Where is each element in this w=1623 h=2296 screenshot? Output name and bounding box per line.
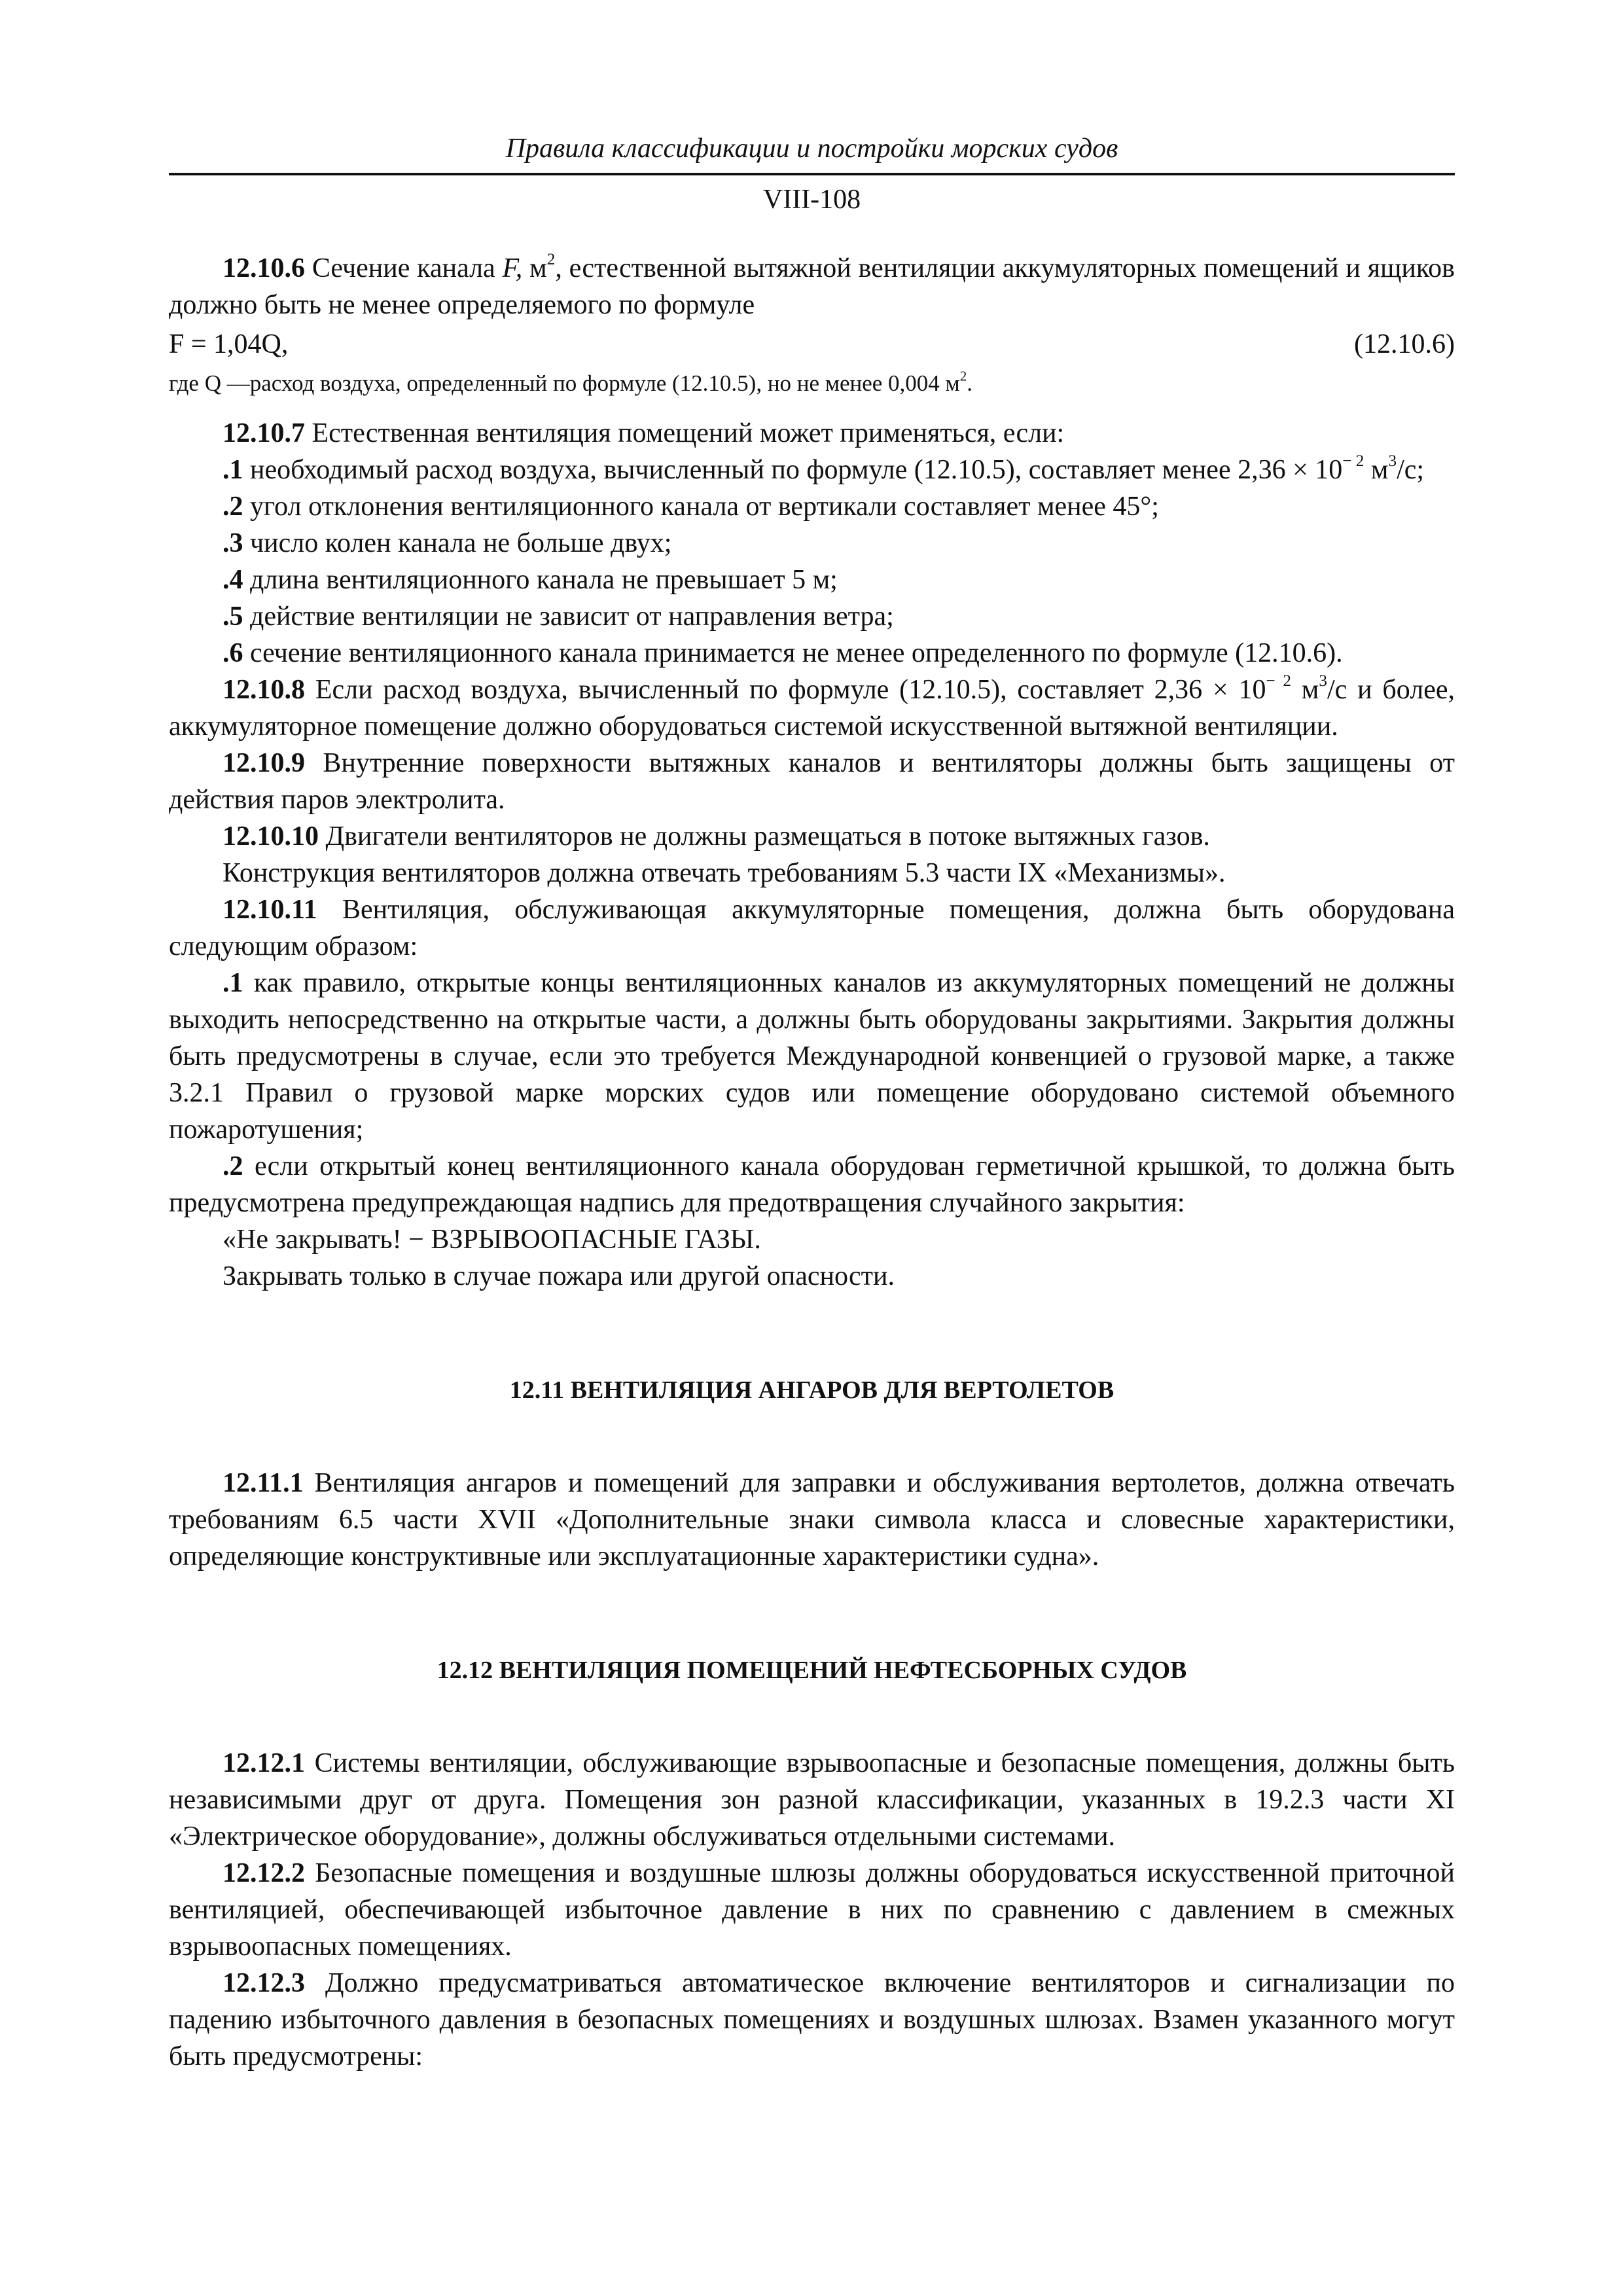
unit-text: м xyxy=(1291,675,1319,705)
paragraph-text: /с и более, аккумуляторное помещение должно оборудоваться системой искусственной вытяжной вентиляции. xyxy=(169,675,1455,742)
variable-f: F, xyxy=(502,253,523,283)
warning-text: «Не закрывать! − ВЗРЫВООПАСНЫЕ ГАЗЫ. xyxy=(223,1225,761,1255)
paragraph-text: Внутренние поверхности вытяжных каналов и вентиляторы должны быть защищены от действия паров электролита. xyxy=(169,748,1455,815)
clause-number: 12.10.9 xyxy=(223,748,305,778)
list-item xyxy=(169,562,1455,598)
paragraph-text: Безопасные помещения и воздушные шлюзы должны оборудоваться искусственной приточной вентиляцией, обеспечивающей избыточное давление в них по сравнению с давлением в смежных взрывоопасных помещениях. xyxy=(169,1858,1455,1962)
list-item xyxy=(169,1148,1455,1221)
unit-text: м xyxy=(522,253,547,283)
list-item xyxy=(169,525,1455,562)
clause-number: 12.10.10 xyxy=(223,821,319,852)
superscript: 3 xyxy=(1319,672,1327,691)
clause-number: 12.10.6 xyxy=(223,253,305,283)
paragraph-text: Если расход воздуха, вычисленный по формуле (12.10.5), составляет 2,36 × 10 xyxy=(305,675,1266,705)
item-text: действие вентиляции не зависит от направления ветра; xyxy=(243,601,894,632)
paragraph-text: Вентиляция, обслуживающая аккумуляторные помещения, должна быть оборудована следующим образом: xyxy=(169,895,1455,961)
paragraph-12-10-6 xyxy=(169,250,1455,323)
item-number: .6 xyxy=(223,638,243,668)
item-text: сечение вентиляционного канала принимается не менее определенного по формуле (12.10.6). xyxy=(243,638,1343,668)
paragraph-text: Системы вентиляции, обслуживающие взрывоопасные и безопасные помещения, должны быть независимыми друг от друга. Помещения зон разной классификации, указанных в 19.2.3 части XI «Электрическое оборудование», должны обслуживаться отдельными системами. xyxy=(169,1748,1455,1852)
unit-text: м xyxy=(1364,455,1389,485)
item-number: .1 xyxy=(223,455,243,485)
paragraph-text: Должно предусматриваться автоматическое включение вентиляторов и сигнализации по падению избыточного давления в безопасных помещениях и воздушных шлюзах. Взамен указанного могут быть предусмотрены: xyxy=(169,1968,1455,2072)
paragraph-12-10-8 xyxy=(169,672,1455,745)
clause-number: 12.10.7 xyxy=(223,418,305,448)
item-number: .1 xyxy=(223,968,243,998)
list-item xyxy=(169,965,1455,1148)
superscript: 3 xyxy=(1388,452,1397,471)
header-rule xyxy=(169,173,1455,175)
paragraph-12-10-11 xyxy=(169,891,1455,965)
item-text: длина вентиляционного канала не превышает 5 м; xyxy=(243,565,838,595)
item-text: число колен канала не больше двух; xyxy=(243,528,672,558)
list-item xyxy=(169,452,1455,488)
document-body xyxy=(169,250,1455,2075)
paragraph-12-12-1 xyxy=(169,1745,1455,1855)
clause-number: 12.12.2 xyxy=(223,1858,305,1888)
superscript: − 2 xyxy=(1342,452,1364,471)
superscript: 2 xyxy=(959,368,967,384)
item-number: .2 xyxy=(223,492,243,522)
item-number: .5 xyxy=(223,601,243,632)
item-number: .2 xyxy=(223,1151,243,1181)
paragraph-12-10-7 xyxy=(169,415,1455,452)
item-text: угол отклонения вентиляционного канала от вертикали составляет менее 45°; xyxy=(243,492,1159,522)
paragraph-12-12-3 xyxy=(169,1965,1455,2075)
formula-12-10-6 xyxy=(169,326,1455,363)
paragraph-12-10-10 xyxy=(169,818,1455,855)
paragraph-12-10-10-continued: Конструкция вентиляторов должна отвечать требованиям 5.3 части IX «Механизмы». xyxy=(223,858,1226,888)
formula-reference: (12.10.6) xyxy=(1354,329,1455,359)
formula-expression: F = 1,04Q, xyxy=(169,329,289,359)
item-text: как правило, открытые концы вентиляционных каналов из аккумуляторных помещений не должны выходить непосредственно на открытые части, а должны быть оборудованы закрытиями. Закрытия должны быть предусмотрены в случае, если это требуется Международной конвенцией о грузовой марке, а также 3.2.1 Правил о грузовой марке морских судов или помещение оборудовано системой объемного пожаротушения; xyxy=(169,968,1455,1145)
list-item xyxy=(169,635,1455,672)
page-number: VIII-108 xyxy=(762,185,861,215)
paragraph-text: Вентиляция ангаров и помещений для заправки и обслуживания вертолетов, должна отвечать требованиям 6.5 части XVII «Дополнительные знаки символа класса и словесные характеристики, определяющие конструктивные или эксплуатационные характеристики судна». xyxy=(169,1468,1455,1571)
running-header-title: Правила классификации и постройки морских судов xyxy=(505,134,1118,164)
section-title-12-12: 12.12 ВЕНТИЛЯЦИЯ ПОМЕЩЕНИЙ НЕФТЕСБОРНЫХ СУДОВ xyxy=(437,1657,1187,1684)
formula-where-note xyxy=(169,365,1455,402)
clause-number: 12.10.11 xyxy=(223,895,317,925)
paragraph-12-12-2 xyxy=(169,1855,1455,1965)
item-number: .3 xyxy=(223,528,243,558)
item-end: /с; xyxy=(1397,455,1425,485)
clause-number: 12.10.8 xyxy=(223,675,305,705)
list-item xyxy=(169,488,1455,525)
paragraph-text: Двигатели вентиляторов не должны размещаться в потоке вытяжных газов. xyxy=(319,821,1210,852)
note-text: где Q —расход воздуха, определенный по формуле (12.10.5), но не менее 0,004 м xyxy=(169,370,960,396)
item-number: .4 xyxy=(223,565,243,595)
paragraph-text: , естественной вытяжной вентиляции аккумуляторных помещений и ящиков должно быть не менее определяемого по формуле xyxy=(169,253,1455,320)
spacer xyxy=(169,402,1455,415)
paragraph-12-10-9 xyxy=(169,745,1455,818)
list-item xyxy=(169,598,1455,635)
superscript: 2 xyxy=(546,251,556,269)
warning-text-continued: Закрывать только в случае пожара или другой опасности. xyxy=(223,1261,895,1291)
superscript: − 2 xyxy=(1266,672,1291,691)
clause-number: 12.12.1 xyxy=(223,1748,305,1778)
item-text: если открытый конец вентиляционного канала оборудован герметичной крышкой, то должна быть предусмотрена предупреждающая надпись для предотвращения случайного закрытия: xyxy=(169,1151,1455,1218)
paragraph-text: Сечение канала xyxy=(305,253,503,283)
paragraph-text: Естественная вентиляция помещений может применяться, если: xyxy=(305,418,1065,448)
note-end: . xyxy=(967,370,972,396)
paragraph-12-11-1 xyxy=(169,1465,1455,1575)
item-text: необходимый расход воздуха, вычисленный по формуле (12.10.5), составляет менее 2,36 × 10 xyxy=(243,455,1343,485)
section-title-12-11: 12.11 ВЕНТИЛЯЦИЯ АНГАРОВ ДЛЯ ВЕРТОЛЕТОВ xyxy=(509,1376,1115,1404)
clause-number: 12.11.1 xyxy=(223,1468,304,1498)
clause-number: 12.12.3 xyxy=(223,1968,305,1998)
